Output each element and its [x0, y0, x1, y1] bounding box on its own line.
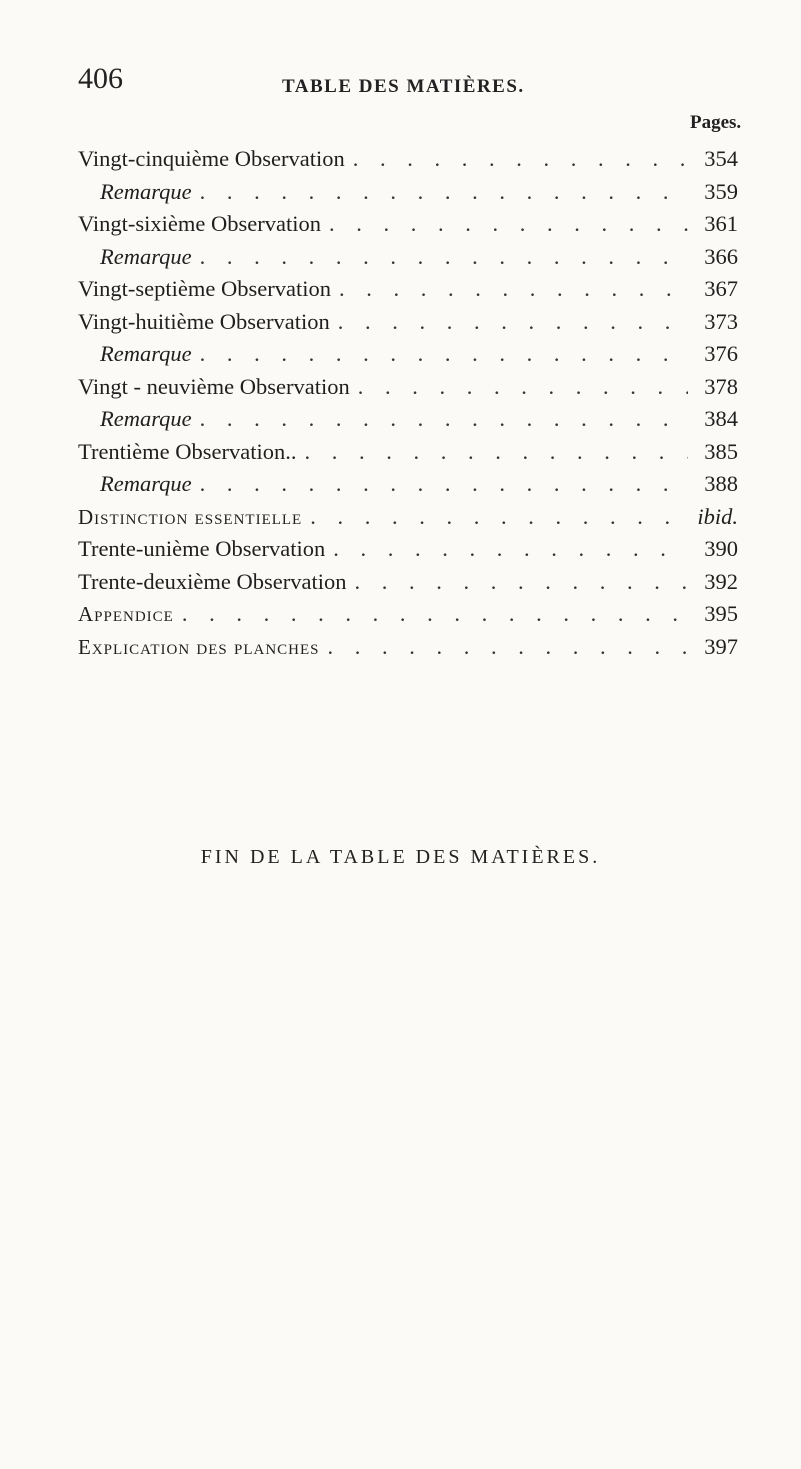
toc-entry-page: 392 — [704, 568, 738, 594]
toc-entry[interactable] — [78, 176, 738, 209]
dot-leader — [331, 273, 688, 306]
dot-leader — [325, 533, 688, 566]
toc-entry[interactable] — [78, 533, 738, 566]
toc-entry-page: 384 — [704, 406, 738, 431]
toc-entry-page: 366 — [704, 243, 738, 269]
toc-entry[interactable] — [78, 143, 738, 176]
toc-entry-page: 397 — [704, 633, 738, 659]
toc-entry-page: 376 — [704, 341, 738, 366]
toc-entry-page: 367 — [704, 276, 738, 301]
toc-entry[interactable] — [78, 273, 738, 306]
toc-entry-label: Explication des planches — [78, 634, 320, 659]
toc-entry[interactable] — [78, 468, 738, 501]
toc-entry-page: 390 — [704, 536, 738, 561]
toc-entry-page: 378 — [704, 373, 738, 399]
toc-entry[interactable] — [78, 566, 738, 599]
toc-entry[interactable] — [78, 241, 738, 274]
toc-entry[interactable] — [78, 501, 738, 534]
dot-leader — [330, 306, 688, 339]
toc-entry-page: 354 — [704, 146, 738, 171]
toc-entry-label: Remarque — [100, 243, 192, 269]
dot-leader — [192, 468, 688, 501]
toc-entry-label: Remarque — [100, 341, 192, 366]
toc-entry-label: Remarque — [100, 471, 192, 496]
dot-leader — [192, 241, 688, 274]
dot-leader — [302, 501, 688, 534]
running-title: TABLE DES MATIÈRES. — [282, 76, 525, 97]
dot-leader — [192, 403, 688, 436]
colophon: FIN DE LA TABLE DES MATIÈRES. — [200, 846, 601, 868]
dot-leader — [297, 436, 688, 469]
toc-entry-page: 361 — [704, 211, 738, 236]
toc-entry-page: 373 — [704, 308, 738, 334]
toc-entry[interactable] — [78, 338, 738, 371]
page-number: 406 — [78, 62, 123, 95]
dot-leader — [192, 338, 688, 371]
toc-entry-label: Vingt-sixième Observation — [78, 211, 321, 236]
toc-entry[interactable] — [78, 598, 738, 631]
toc-entry[interactable] — [78, 371, 738, 404]
toc-entry[interactable] — [78, 208, 738, 241]
toc-entry[interactable] — [78, 306, 738, 339]
toc-entry-page: ibid. — [697, 503, 738, 529]
toc-entry-page: 395 — [704, 601, 738, 626]
dot-leader — [320, 631, 688, 664]
toc-entry-label: Distinction essentielle — [78, 504, 303, 529]
toc-entry-label: Remarque — [100, 178, 192, 204]
toc-entry[interactable] — [78, 403, 738, 436]
toc-entry-label: Trente-deuxième Observation — [78, 568, 347, 594]
toc-entry[interactable] — [78, 631, 738, 664]
toc-entry[interactable] — [78, 436, 738, 469]
toc-entry-page: 388 — [704, 471, 738, 496]
dot-leader — [345, 143, 688, 176]
toc-entry-label: Vingt-huitième Observation — [78, 308, 330, 334]
dot-leader — [192, 176, 688, 209]
toc-entry-label: Trentième Observation.. — [78, 438, 297, 464]
toc-entry-label: Vingt-cinquième Observation — [78, 146, 345, 171]
toc-entry-label: Appendice — [78, 602, 174, 626]
toc-entry-label: Remarque — [100, 406, 192, 431]
toc-entry-page: 359 — [704, 178, 738, 204]
toc-entry-label: Vingt - neuvième Observation — [78, 373, 350, 399]
dot-leader — [346, 566, 688, 599]
dot-leader — [321, 208, 688, 241]
table-of-contents — [78, 143, 738, 663]
dot-leader — [350, 371, 688, 404]
toc-entry-label: Vingt-septième Observation — [78, 276, 331, 301]
dot-leader — [174, 598, 688, 631]
pages-column-label: Pages. — [690, 112, 742, 133]
toc-entry-page: 385 — [704, 438, 738, 464]
toc-entry-label: Trente-unième Observation — [78, 536, 326, 561]
